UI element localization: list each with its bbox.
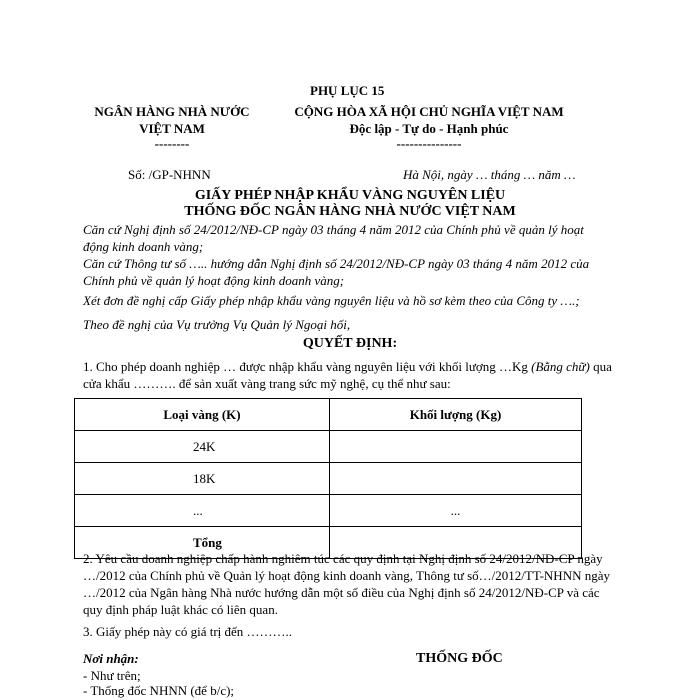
document-number: Số: /GP-NHNN (128, 167, 211, 182)
preamble-1: Căn cứ Nghị định số 24/2012/NĐ-CP ngày 03 tháng 4 năm 2012 của Chính phủ về quản lý hoạt động kinh doanh vàng; (83, 222, 584, 254)
cell-total-label: Tổng (75, 527, 330, 559)
appendix-title: PHỤ LỤC 15 (310, 83, 385, 98)
header-gold-type: Loại vàng (K) (75, 399, 330, 431)
cell-gold-type: 24K (75, 431, 330, 463)
table-header-row (75, 399, 582, 431)
signer-title: THỐNG ĐỐC (416, 651, 503, 666)
table-row (75, 431, 582, 463)
issuer-divider: -------- (154, 136, 190, 151)
document-subtitle: THỐNG ĐỐC NGÂN HÀNG NHÀ NƯỚC VIỆT NAM (184, 204, 516, 219)
table-row (75, 463, 582, 495)
article-1-part2: (Bằng chữ) (531, 359, 590, 374)
national-title: CỘNG HÒA XÃ HỘI CHỦ NGHĨA VIỆT NAM (294, 104, 564, 119)
preamble-3: Xét đơn đề nghị cấp Giấy phép nhập khẩu vàng nguyên liệu và hồ sơ kèm theo của Công ty ….; (83, 293, 580, 308)
gold-import-table (74, 398, 582, 559)
article-1 (83, 358, 613, 392)
article-3: 3. Giấy phép này có giá trị đến ……….. (83, 624, 293, 639)
national-motto: Độc lập - Tự do - Hạnh phúc (349, 121, 509, 136)
document-title: GIẤY PHÉP NHẬP KHẨU VÀNG NGUYÊN LIỆU (194, 188, 506, 203)
motto-divider: --------------- (396, 136, 462, 151)
cell-gold-type: 18K (75, 463, 330, 495)
cell-weight (330, 431, 582, 463)
cell-weight: ... (330, 495, 582, 527)
cell-gold-type: ... (75, 495, 330, 527)
header-weight: Khối lượng (Kg) (330, 399, 582, 431)
place-date: Hà Nội, ngày … tháng … năm … (403, 167, 576, 182)
issuer-line2: VIỆT NAM (139, 121, 205, 136)
preamble-2: Căn cứ Thông tư số ….. hướng dẫn Nghị định số 24/2012/NĐ-CP ngày 03 tháng 4 năm 2012 của Chính phủ về quản lý hoạt động kinh doanh vàng; (83, 256, 590, 288)
article-2: 2. Yêu cầu doanh nghiệp chấp hành nghiêm túc các quy định tại Nghị định số 24/2012/NĐ-CP ngày …/2012 của Chính phủ về Quản lý hoạt động kinh doanh vàng, Thông tư số…/2012/TT-NHNN ngày …/2012 của Ngân hàng Nhà nước hướng dẫn một số điều của Nghị định số 24/2012/NĐ-CP và các quy định pháp luật khác có liên quan. (83, 551, 610, 617)
decision-heading: QUYẾT ĐỊNH: (302, 336, 398, 351)
preamble-4: Theo đề nghị của Vụ trưởng Vụ Quản lý Ngoại hối, (83, 317, 351, 332)
cell-weight (330, 463, 582, 495)
recipient-item: - Thống đốc NHNN (để b/c); (83, 683, 235, 698)
table-row (75, 495, 582, 527)
article-1-part1: 1. Cho phép doanh nghiệp … được nhập khẩu vàng nguyên liệu với khối lượng …Kg (83, 359, 532, 374)
recipient-item: - Như trên; (83, 668, 141, 683)
issuer-line1: NGÂN HÀNG NHÀ NƯỚC (94, 104, 250, 119)
recipients-label: Nơi nhận: (83, 651, 139, 666)
article-1-part3: qua cửa khẩu ………. để sản xuất vàng trang sức mỹ nghệ, cụ thể như sau: (83, 359, 612, 391)
